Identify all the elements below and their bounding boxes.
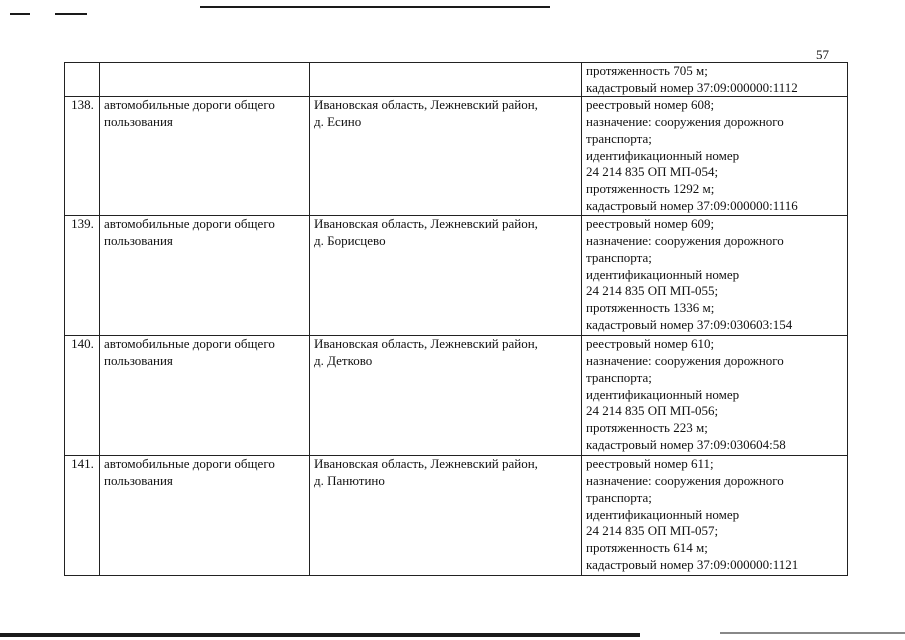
object-name: автомобильные дороги общего пользования bbox=[104, 336, 275, 369]
details-cell bbox=[582, 336, 848, 456]
detail-line: кадастровый номер 37:09:000000:1121 bbox=[586, 556, 799, 572]
detail-line: кадастровый номер 37:09:000000:1116 bbox=[586, 197, 798, 213]
object-name-cell bbox=[100, 336, 310, 456]
object-name-cell bbox=[100, 97, 310, 216]
detail-line: идентификационный номер bbox=[586, 147, 740, 163]
page-number: 57 bbox=[816, 47, 829, 62]
detail-line: реестровый номер 609; bbox=[586, 216, 715, 232]
table-row bbox=[65, 216, 848, 336]
location-cell bbox=[310, 336, 582, 456]
detail-line: назначение: сооружения дорожного bbox=[586, 473, 784, 489]
details-cell bbox=[582, 456, 848, 576]
continuation-row bbox=[65, 63, 848, 97]
continuation-details-cell bbox=[582, 63, 848, 97]
detail-line: транспорта; bbox=[586, 489, 652, 505]
location-line: Ивановская область, Лежневский район, bbox=[314, 336, 538, 352]
bottom-scan-line bbox=[0, 633, 640, 637]
detail-line: кадастровый номер 37:09:030604:58 bbox=[586, 436, 786, 452]
detail-line: протяженность 1292 м; bbox=[586, 180, 715, 196]
detail-line: 24 214 835 ОП МП-054; bbox=[586, 164, 719, 180]
location-cell bbox=[310, 216, 582, 336]
details-cell bbox=[582, 216, 848, 336]
continuation-num-cell bbox=[65, 63, 100, 97]
detail-line: протяженность 705 м; bbox=[586, 63, 708, 78]
detail-line: назначение: сооружения дорожного bbox=[586, 233, 784, 249]
object-name-cell bbox=[100, 216, 310, 336]
location-line: д. Детково bbox=[314, 353, 373, 369]
object-name: автомобильные дороги общего пользования bbox=[104, 216, 275, 249]
table-row bbox=[65, 336, 848, 456]
location-line: Ивановская область, Лежневский район, bbox=[314, 216, 538, 232]
location-cell bbox=[310, 97, 582, 216]
detail-line: транспорта; bbox=[586, 249, 652, 265]
detail-line: реестровый номер 608; bbox=[586, 97, 715, 113]
row-number: 140. bbox=[65, 336, 100, 456]
detail-line: кадастровый номер 37:09:030603:154 bbox=[586, 316, 793, 332]
detail-line: идентификационный номер bbox=[586, 266, 740, 282]
detail-line: назначение: сооружения дорожного bbox=[586, 353, 784, 369]
detail-line: реестровый номер 610; bbox=[586, 336, 715, 352]
object-name: автомобильные дороги общего пользования bbox=[104, 456, 275, 489]
detail-line: 24 214 835 ОП МП-057; bbox=[586, 523, 719, 539]
detail-line: идентификационный номер bbox=[586, 506, 740, 522]
top-scan-line-left bbox=[10, 13, 30, 15]
detail-line: кадастровый номер 37:09:000000:1112 bbox=[586, 79, 798, 95]
bottom-scan-line-right bbox=[720, 632, 905, 634]
location-line: д. Есино bbox=[314, 114, 362, 130]
detail-line: протяженность 223 м; bbox=[586, 419, 708, 435]
table-row bbox=[65, 97, 848, 216]
details-cell bbox=[582, 97, 848, 216]
location-line: Ивановская область, Лежневский район, bbox=[314, 97, 538, 113]
row-number: 141. bbox=[65, 456, 100, 576]
detail-line: транспорта; bbox=[586, 130, 652, 146]
detail-line: 24 214 835 ОП МП-056; bbox=[586, 403, 719, 419]
detail-line: транспорта; bbox=[586, 369, 652, 385]
row-number: 138. bbox=[65, 97, 100, 216]
detail-line: реестровый номер 611; bbox=[586, 456, 714, 472]
top-scan-line-short bbox=[55, 13, 87, 15]
location-cell bbox=[310, 456, 582, 576]
detail-line: идентификационный номер bbox=[586, 386, 740, 402]
detail-line: протяженность 614 м; bbox=[586, 539, 708, 555]
detail-line: назначение: сооружения дорожного bbox=[586, 114, 784, 130]
registry-table bbox=[64, 62, 848, 576]
detail-line: 24 214 835 ОП МП-055; bbox=[586, 283, 719, 299]
location-line: д. Панютино bbox=[314, 473, 385, 489]
detail-line: протяженность 1336 м; bbox=[586, 299, 715, 315]
object-name: автомобильные дороги общего пользования bbox=[104, 97, 275, 130]
top-scan-line-long bbox=[200, 6, 550, 8]
continuation-name-cell bbox=[100, 63, 310, 97]
table-row bbox=[65, 456, 848, 576]
location-line: Ивановская область, Лежневский район, bbox=[314, 456, 538, 472]
object-name-cell bbox=[100, 456, 310, 576]
continuation-location-cell bbox=[310, 63, 582, 97]
row-number: 139. bbox=[65, 216, 100, 336]
location-line: д. Борисцево bbox=[314, 233, 386, 249]
